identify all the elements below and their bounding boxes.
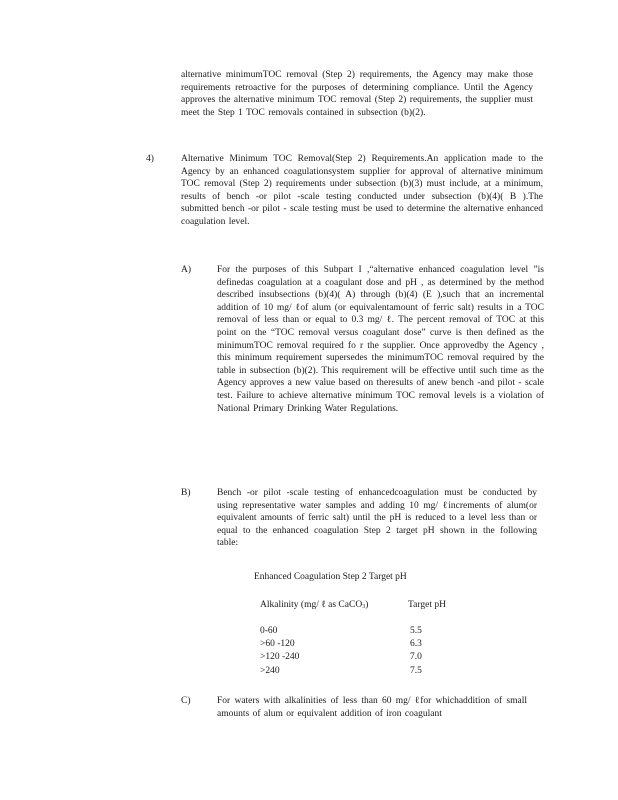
- subitem-c-paragraph: For waters with alkalinities of less than 60 mg/ ℓfor whichaddition of small amounts of alum or equivalent addition of iron coagulant: [217, 696, 527, 719]
- table-header-alkalinity: [260, 599, 368, 613]
- table-row-2-target-ph: 6.3: [410, 639, 422, 649]
- table-row-3-alkalinity: >120 -240: [260, 652, 300, 662]
- table-caption: Enhanced Coagulation Step 2 Target pH: [254, 572, 407, 582]
- table-row-2-alkalinity: >60 -120: [260, 639, 295, 649]
- table-row-3-target-ph: 7.0: [410, 652, 422, 662]
- subitem-a-letter: A): [181, 265, 192, 275]
- intro-paragraph: alternative minimumTOC removal (Step 2) requirements, the Agency may make those requirements retroactive for the purposes of determining compliance. Until the Agency approves the alternative minimum TOC removal (Step 2) requirements, the supplier must meet the Step 1 TOC removals contained in subsection (b)(2).: [181, 70, 533, 118]
- subitem-c-letter: C): [181, 696, 191, 706]
- subitem-a-paragraph: For the purposes of this Subpart I ,“alternative enhanced coagulation level ”is definedas coagulation at a coagulant dose and pH , as determined by the method described insubsections (b)(4)( A) through (b)(4) (E ),such that an incremental addition of 10 mg/ ℓof alum (or equivalentamount of ferric salt) results in a TOC removal of less than or equal to 0.3 mg/ ℓ. The percent removal of TOC at this point on the “TOC removal versus coagulant dose” curve is then defined as the minimumTOC removal required fo r the supplier. Once approvedby the Agency , this minimum requirement supersedes the minimumTOC removal required by the table in subsection (b)(2). This requirement will be effective until such time as the Agency approves a new value based on theresults of anew bench -and pilot - scale test. Failure to achieve alternative minimum TOC removal levels is a violation of National Primary Drinking Water Regulations.: [217, 265, 544, 414]
- table-header-alkalinity-close: ): [365, 600, 369, 610]
- table-row-1-alkalinity: 0-60: [260, 626, 278, 636]
- item-4-paragraph: Alternative Minimum TOC Removal(Step 2) Requirements.An application made to the Agency by an enhanced coagulationsystem supplier for approval of alternative minimum TOC removal (Step 2) requirements under subsection (b)(3) must include, at a minimum, results of bench -or pilot -scale testing conducted under subsection (b)(4)( B ).The submitted bench -or pilot - scale testing must be used to determine the alternative enhanced coagulation level.: [181, 154, 543, 227]
- subitem-b-letter: B): [181, 488, 191, 498]
- table-header-alkalinity-subscript: 3: [362, 604, 366, 610]
- item-4-number: 4): [146, 154, 154, 164]
- subitem-b-paragraph: Bench -or pilot -scale testing of enhancedcoagulation must be conducted by using representative water samples and adding 10 mg/ ℓincrements of alum(or equivalent amounts of ferric salt) until the pH is reduced to a level less than or equal to the enhanced coagulation Step 2 target pH shown in the following table:: [217, 488, 537, 549]
- table-header-alkalinity-text: Alkalinity (mg/ ℓ as CaCO: [260, 600, 363, 610]
- table-row-4-target-ph: 7.5: [410, 666, 422, 676]
- table-row-4-alkalinity: >240: [260, 666, 280, 676]
- table-header-target-ph: Target pH: [408, 600, 446, 610]
- table-row-1-target-ph: 5.5: [410, 626, 422, 636]
